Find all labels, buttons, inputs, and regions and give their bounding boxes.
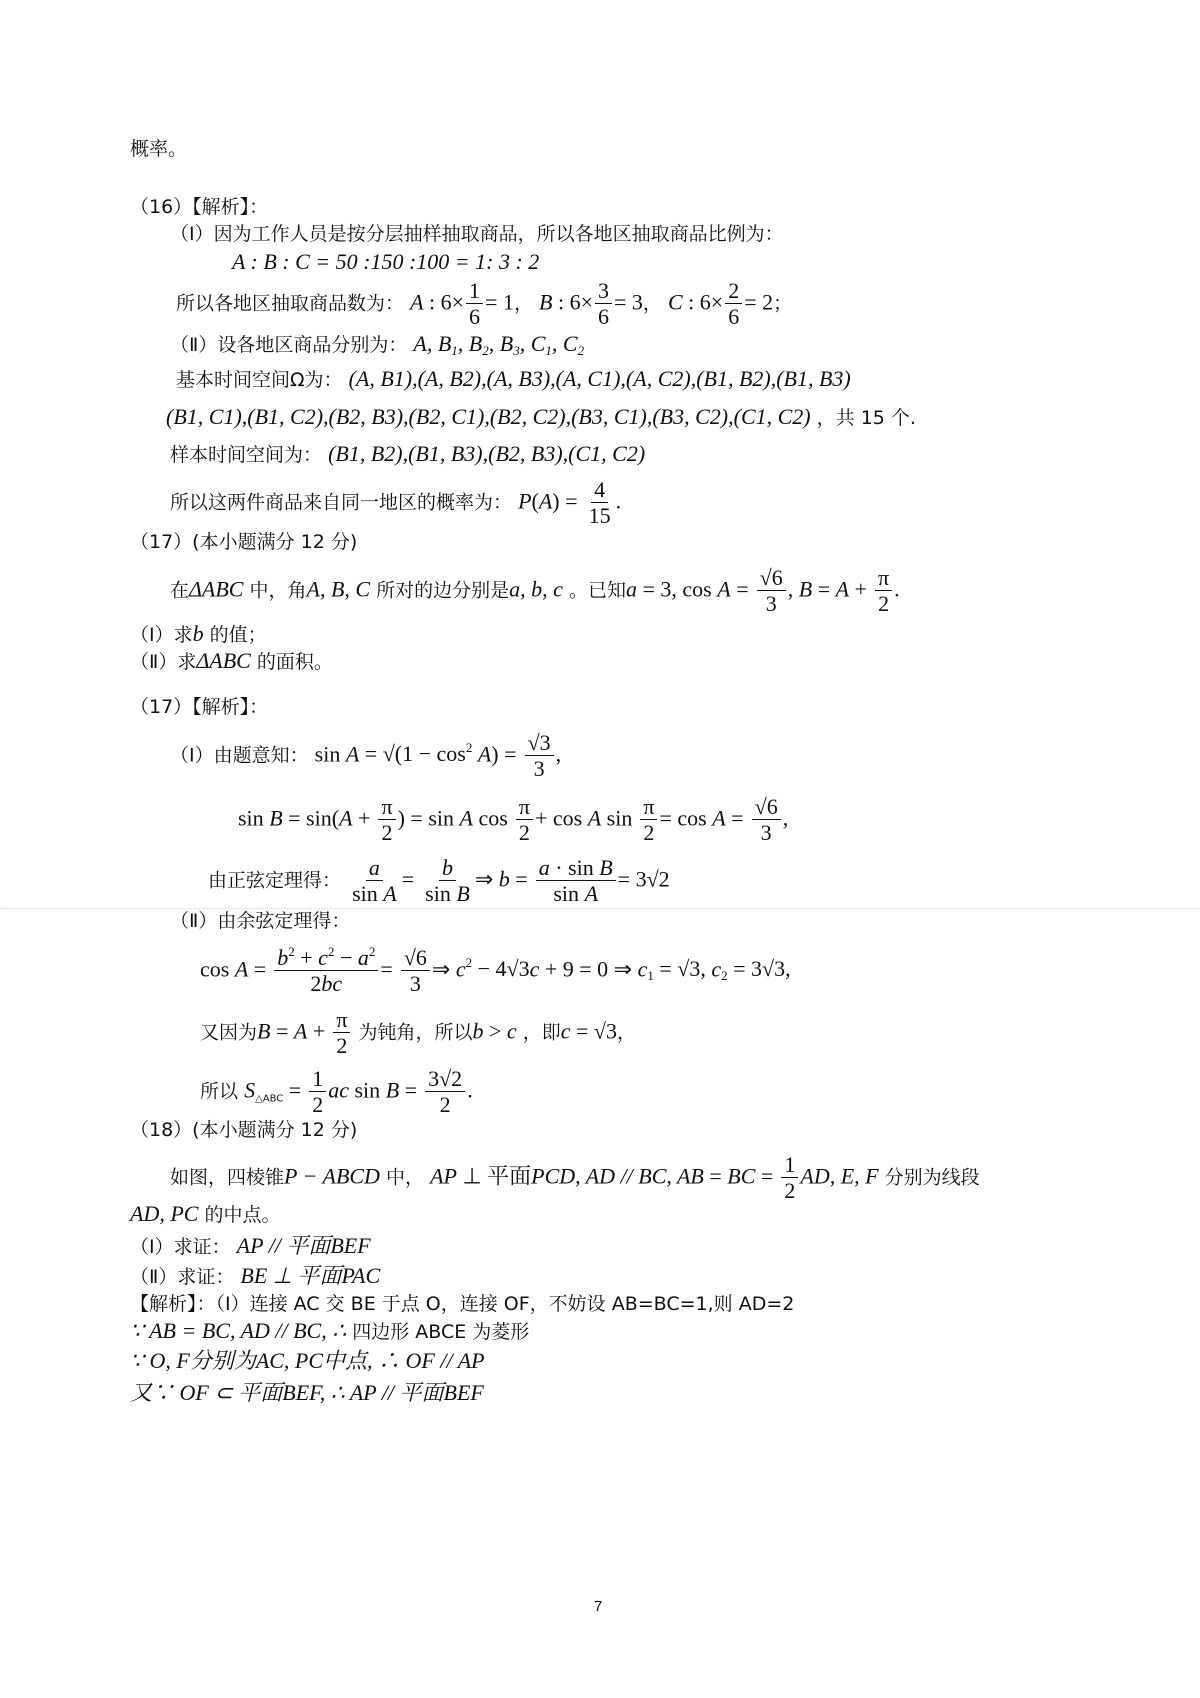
question-line [130,1233,371,1259]
text-span: 如图，四棱锥 [170,1166,285,1189]
text-span: 的值； [209,624,267,646]
formula-line: A : B : C = 50 :150 :100 = 1: 3 : 2 [232,249,540,274]
event-space: (B1, B2),(B1, B3),(B2, B3),(C1, C2) [328,441,646,466]
text-span: 又因为 [200,1021,258,1044]
solution-line: 【解析】：（Ⅰ）连接 AC 交 BE 于点 O，连接 OF，不妨设 AB=BC=1,则 AD=2 [130,1293,795,1315]
formula-line [130,1318,529,1344]
text-span: 四边形 ABCE 为菱形 [352,1321,530,1343]
text-span: ，共 15 个. [816,407,916,429]
text-span: 的面积。 [256,651,333,673]
text-span: 中，角 [249,579,307,602]
formula-line: cos A = $\frac{b^2 + c^2 - a^2}{2bc}$ = $\frac{√6}{3}$ ⇒ $c^2 - 4√3c + 9 = 0$ ⇒ $c_1 = √3$, $c_2 = 3√3$, [200,944,791,997]
text-line: 概率。 [130,138,188,160]
text-line: （Ⅰ）因为工作人员是按分层抽样抽取商品，所以各地区抽取商品比例为： [170,223,784,245]
formula-span: ∵ AB = BC, AD // BC, ∴ [130,1318,347,1343]
formula-line: 由正弦定理得： $\frac{a}{\text{sin A}}$ = $\frac{b}{\text{sin B}}$ ⇒ b = $\frac{\text{a · sin B}}{\text{sin A}}$ = 3√2 [208,855,670,907]
problem-heading: （17）(本小题满分 12 分) [130,531,358,553]
formula-line: 所以这两件商品来自同一地区的概率为： P(A) = $\frac{4}{15}$ . [170,477,622,529]
section-heading: （16）【解析】： [130,196,269,218]
question-line: （Ⅱ）求ΔABC 的面积。 [130,648,333,673]
formula-line: sin B = sin(A + $\frac{\pi}{2}$ ) = sin A cos $\frac{\pi}{2}$ + cos A sin $\frac{\pi}{2}$ = cos A = $\frac{√6}{3}$ , [238,794,789,846]
question-line: （Ⅰ）求b 的值； [130,621,267,646]
formula-line: 所以各地区抽取商品数为： A : 6× $\frac{1}{6}$ = 1， B : 6× $\frac{3}{6}$ = 3， C : 6× $\frac{2}{6}$ = 2； [176,278,793,330]
text-span: 由正弦定理得： [208,869,342,892]
text-span: （Ⅰ）求 [130,624,193,646]
formula-line [166,404,916,430]
text-span: 分别为线段 [884,1166,980,1189]
formula-line: 又因为B = A + $\frac{\pi}{2}$ 为钝角，所以b > c ，即c = √3， [200,1007,636,1059]
formula-span: BE ⊥ 平面PAC [240,1263,381,1288]
text-span: 基本时间空间Ω为： [176,369,343,391]
problem-heading: （18）(本小题满分 12 分) [130,1119,358,1141]
text-span: （Ⅱ）设各地区商品分别为： [170,334,408,356]
formula-span: AP // 平面BEF [236,1233,371,1258]
text-span: 所对的边分别是 [376,579,510,602]
section-heading: （17）【解析】： [130,696,269,718]
text-span: 中， [386,1166,425,1189]
formula-line: ∵ O, F分别为AC, PC中点, ∴ OF // AP [130,1348,485,1373]
sample-space-2: (B1, C1),(B1, C2),(B2, B3),(B2, C1),(B2, C2),(B3, C1),(B3, C2),(C1, C2) [166,404,811,429]
page-number: 7 [594,1598,603,1615]
text-span: （Ⅰ）由题意知： [170,744,309,767]
problem-statement: 如图，四棱锥P − ABCD 中， AP ⊥ 平面PCD, AD // BC, AB = BC = $\frac{1}{2}$ AD, E, F 分别为线段 [170,1152,980,1204]
sample-space-1: (A, B1),(A, B2),(A, B3),(A, C1),(A, C2),(B1, B2),(B1, B3) [348,366,851,391]
text-span: 所以各地区抽取商品数为： [176,292,405,315]
formula-line [170,441,645,467]
text-span: 所以这两件商品来自同一地区的概率为： [170,491,513,514]
formula-line: 又∵ OF ⊂ 平面BEF, ∴ AP // 平面BEF [130,1380,484,1405]
text-span: （Ⅱ）求 [130,651,197,673]
text-span: 。已知 [568,579,626,602]
formula-line: （Ⅱ）设各地区商品分别为： A, $B_1$, $B_2$, $B_3$, $C_1$, $C_2$ [170,331,585,358]
text-span: 在 [170,579,190,602]
text-span: 所以 [200,1080,239,1103]
problem-statement: 在ΔABC 中，角A, B, C 所对的边分别是a, b, c 。已知a = 3, cos A = $\frac{√6}{3}$ , B = A + $\frac{\pi}{2}$ . [170,565,900,617]
text-span: （Ⅰ）求证： [130,1236,231,1258]
problem-statement [130,1201,281,1227]
text-span: 为钝角，所以 [358,1021,473,1044]
text-span: （Ⅱ）求证： [130,1266,235,1288]
formula-line: 所以 $S_{\triangle ABC}$ = $\frac{1}{2}$ ac sin B = $\frac{3√2}{2}$ . [200,1066,473,1118]
text-line: （Ⅱ）由余弦定理得： [170,910,351,932]
text-span: AD, PC [130,1201,199,1226]
text-span: ，即 [522,1021,561,1044]
page-divider [0,908,1200,909]
text-span: 样本时间空间为： [170,444,323,466]
formula-line: （Ⅰ）由题意知： $\sin A = √(1 - \cos^2 A)$ = $\frac{√3}{3}$ , [170,730,562,782]
text-span: 的中点。 [204,1204,281,1226]
question-line [130,1263,380,1289]
formula-line [176,366,851,392]
